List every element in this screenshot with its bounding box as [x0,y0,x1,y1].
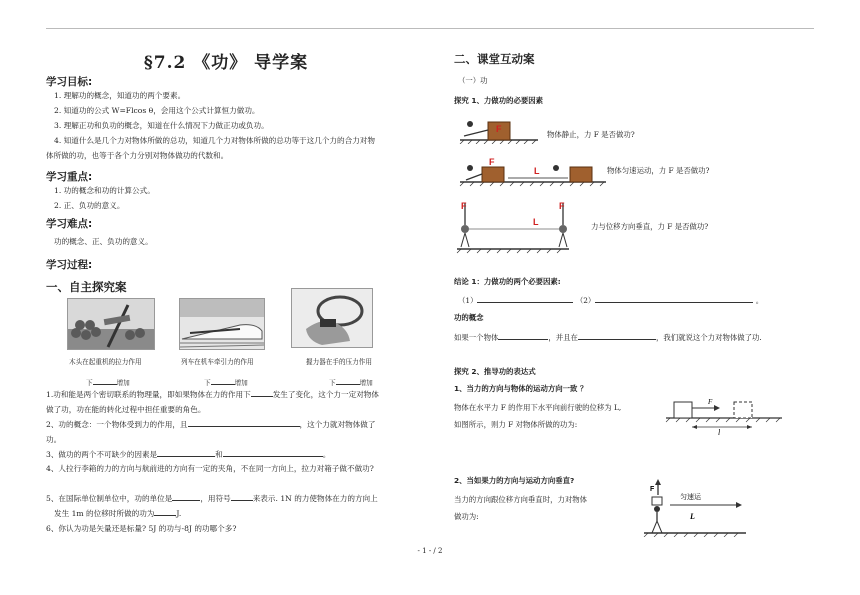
concept-text [454,330,804,343]
q2-text: 功。 [46,435,62,444]
question-1 [46,387,418,417]
fill-blank[interactable] [251,387,273,397]
fill-blank[interactable] [595,293,753,303]
photo-caption-3: 握力器在手的压力作用 [306,358,372,366]
concept-part: ，并且在 [548,333,578,342]
section1-heading: 一、自主探究案 [46,280,127,294]
explore-1-heading: 探究 1、力做功的必要因素 [454,96,544,105]
concept-part: ，我们就说这个力对物体做了功. [655,333,762,342]
fig2-question: 物体匀速运动，力 F 是否做功? [607,166,710,175]
q3-text: 。 [322,450,331,459]
blank-3 [329,375,373,387]
key-item: 2. 正、负功的意义。 [54,201,125,210]
q3-text: 3、做功的两个不可缺少的因素是 [46,450,158,459]
q2-text: 2、功的概念：一个物体受到力的作用，且 [46,420,188,429]
blank-suffix: 增加 [359,379,373,387]
fill-blank[interactable] [157,447,215,457]
fill-blank[interactable] [223,447,323,457]
process-heading: 学习过程: [46,259,93,271]
force-label: F [650,486,655,493]
case-2-heading: 2、当如果力的方向与运动方向垂直? [454,476,575,485]
case-1-text-b: 如图所示，则力 F 对物体所做的功为: [454,420,578,429]
blank-2 [204,375,248,387]
svg-text:F: F [461,201,467,211]
q5-text: ，用符号 [200,494,231,503]
blank-label-1: （1） [458,296,478,305]
hand-gripper-photo [291,288,373,348]
fill-blank[interactable] [578,330,656,340]
difficulty-heading: 学习难点: [46,218,93,230]
svg-text:F: F [489,157,495,167]
goals-heading: 学习目标: [46,76,93,88]
question-6: 6、你认为功是矢量还是标量? 5J 的功与-8J 的功哪个多? [46,524,237,533]
subsection-work: （一）功 [458,76,488,85]
fill-blank[interactable] [154,506,176,516]
svg-text:L: L [533,217,539,227]
case-2-text-b: 做功为: [454,512,479,521]
goal-item: 4. 知道什么是几个力对物体所做的总功，知道几个力对物体所做的总功等于这几个力的合力对物 [54,136,375,145]
difficulty-text: 功的概念、正、负功的意义。 [54,237,153,246]
q1-text: 做了功，功在能的转化过程中担任重要的角色。 [46,405,206,414]
q5-text: 来表示. 1N 的力使物体在力的方向上 [252,494,378,503]
question-3 [46,447,418,462]
displacement-label: l [718,428,721,436]
static-box-figure [458,112,540,144]
key-points [54,183,155,213]
fill-blank[interactable] [498,330,548,340]
fill-blank[interactable] [231,491,253,501]
goals-list [54,88,414,148]
svg-text:F: F [496,124,502,134]
svg-text:F: F [559,201,565,211]
goal-item: 3. 理解正功和负功的概念，知道在什么情况下力做正功或负功。 [54,121,269,130]
blank-end: 。 [755,296,764,305]
blank-suffix: 增加 [116,379,130,387]
fig3-question: 力与位移方向垂直，力 F 是否做功? [591,222,709,231]
q1-text: 发生了变化，这个力一定对物体 [272,390,379,399]
explore-2-heading: 探究 2、推导功的表达式 [454,367,536,376]
question-4: 4、人拉行李箱的力的方向与航前进的方向有一定的夹角，不在同一方向上，拉力对箱子做不做功? [46,464,374,473]
conclusion-1: 结论 1：力做功的两个必要因素: [454,277,561,286]
blank-prefix: 下 [204,379,211,387]
fill-blank[interactable] [93,375,117,385]
q5-text: 5、在国际单位制单位中，功的单位是 [46,494,173,503]
section2-heading: 二、课堂互动案 [454,52,535,66]
blank-1 [86,375,130,387]
fill-blank[interactable] [336,375,360,385]
key-heading: 学习重点: [46,171,93,183]
blank-label-2: （2） [575,296,596,305]
horizontal-force-figure [664,394,784,436]
page-title: §7.2 《功》 导学案 [143,53,309,73]
case-2-text-a: 当力的方向跟位移方向垂直时，力对物体 [454,495,588,504]
blank-prefix: 下 [86,379,93,387]
fill-blank[interactable] [211,375,235,385]
photo-caption-2: 列车在机车牵引力的作用 [181,358,254,366]
perpendicular-carry-figure [640,479,750,537]
fill-blank[interactable] [188,417,300,427]
force-label: F [708,398,713,406]
concept-part: 如果一个物体 [454,333,499,342]
blank-prefix: 下 [329,379,336,387]
case-1-heading: 1、当力的方向与物体的运动方向一致 ？ [454,384,588,393]
goal-item: 2. 知道功的公式 W=Flcos θ，会用这个公式计算恒力做功。 [54,106,260,115]
fig1-question: 物体静止，力 F 是否做功? [547,130,635,139]
fill-blank[interactable] [477,293,573,303]
key-item: 1. 功的概念和功的计算公式。 [54,186,155,195]
q1-text: 1.功和能是两个密切联系的物理量，即如果物体在力的作用下 [46,390,251,399]
displacement-label: L [690,512,695,521]
moving-box-figure [458,154,608,188]
train-photo [179,298,265,350]
q5-text: 发生 1m 的位移时所做的功为 [54,509,155,518]
question-5 [46,491,418,521]
svg-text:L: L [534,166,540,176]
q3-text: 和 [215,450,223,459]
photo-caption-1: 木头在起重机的拉力作用 [69,358,142,366]
goal-continuation: 体所做的功，也等于各个力分别对物体做功的代数和。 [46,151,229,160]
case-1-text-a: 物体在水平力 F 的作用下水平向前行驶的位移为 L, [454,403,622,412]
top-rule [46,28,814,29]
crane-logs-photo [67,298,155,350]
blank-suffix: 增加 [234,379,248,387]
uniform-motion-label: 匀速运 [680,493,701,501]
question-2 [46,417,418,447]
conclusion-blanks [458,293,798,306]
page-number: - 1 - / 2 [417,547,443,555]
q5-text: J. [176,509,182,518]
perpendicular-force-figure [455,197,571,257]
q2-text: ，这个力就对物体做了 [299,420,376,429]
fill-blank[interactable] [172,491,200,501]
concept-heading: 功的概念 [454,313,484,322]
goal-item: 1. 理解功的概念，知道功的两个要素。 [54,91,186,100]
